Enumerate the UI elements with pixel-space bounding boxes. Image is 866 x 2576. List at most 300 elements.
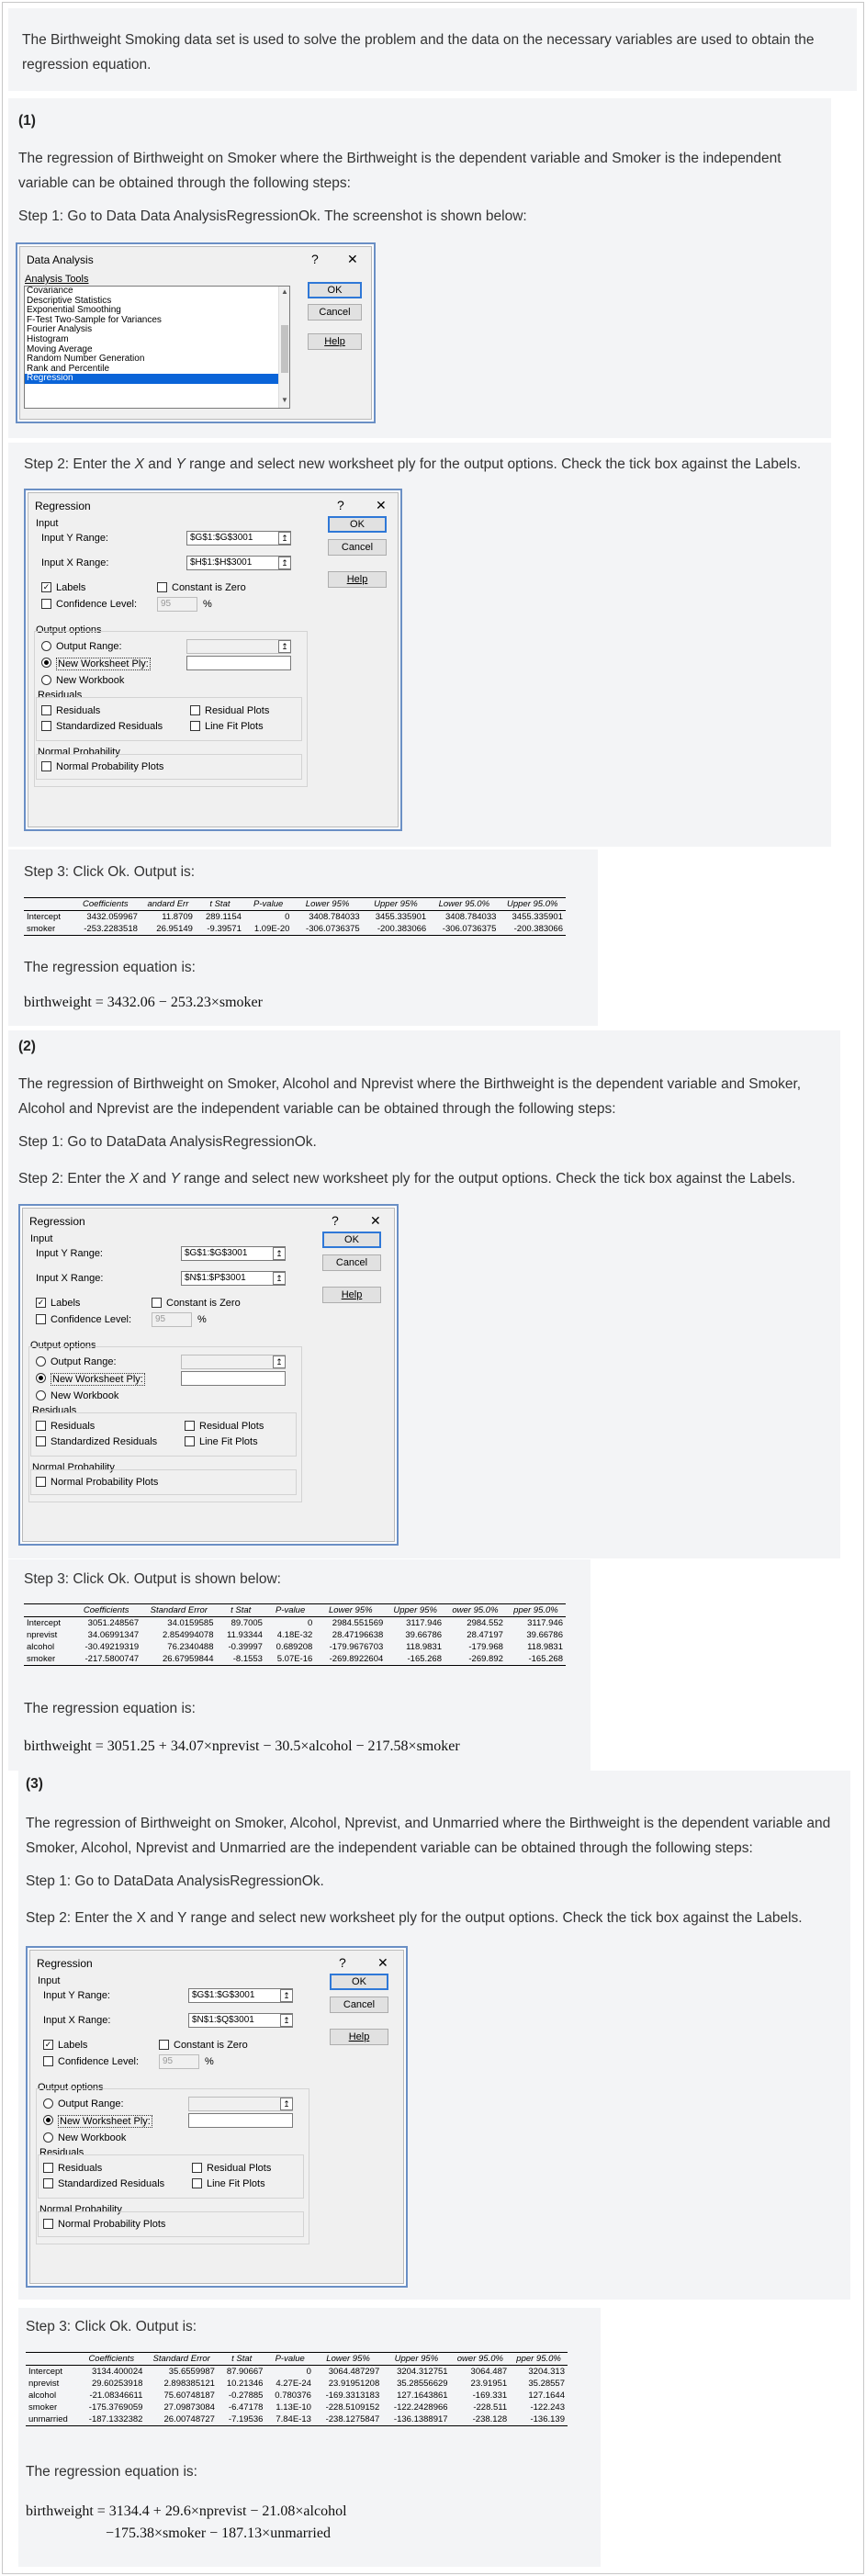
table-cell: -200.383066 [513, 924, 563, 934]
constant-zero-checkbox[interactable] [157, 582, 167, 592]
table-cell: 39.66786 [405, 1630, 443, 1640]
constant-zero-label: Constant is Zero [166, 1298, 241, 1309]
new-worksheet-ply-field[interactable] [181, 1371, 286, 1386]
constant-zero-checkbox[interactable] [152, 1298, 162, 1308]
table-row [24, 1629, 566, 1641]
table-cell: 35.28557 [528, 2379, 565, 2389]
table-cell: -175.3769059 [88, 2402, 143, 2413]
column-header: andard Err [141, 898, 196, 911]
input-x-label: Input X Range: [43, 2015, 111, 2026]
confidence-label: Confidence Level: [51, 1314, 132, 1325]
table-cell: 3117.946 [406, 1618, 443, 1628]
standardized-residuals-checkbox[interactable] [36, 1436, 46, 1446]
table-row [24, 1617, 566, 1630]
residuals-group [36, 697, 302, 741]
part1-equation: birthweight = 3432.06 − 253.23×smoker [24, 995, 263, 1010]
table-cell: 3064.487 [470, 2367, 508, 2377]
table-cell: 26.95149 [156, 924, 193, 934]
table-cell: 89.7005 [231, 1618, 263, 1628]
table-cell: -9.39571 [207, 924, 242, 934]
table-cell: 11.93344 [227, 1630, 263, 1640]
normal-probability-plots-checkbox[interactable] [41, 761, 51, 771]
confidence-level-field[interactable]: 95 [159, 2054, 199, 2069]
input-x-range-field[interactable]: $N$1:$Q$3001 [188, 2013, 293, 2028]
output-range-label: Output Range: [51, 1356, 117, 1367]
table-cell: 3432.059967 [86, 912, 138, 922]
line-fit-plots-checkbox[interactable] [185, 1436, 195, 1446]
output-range-radio[interactable] [43, 2098, 53, 2109]
table-cell: -21.08346611 [89, 2390, 143, 2401]
table-cell: -238.128 [472, 2414, 508, 2424]
normal-probability-group-label: Normal Probability [32, 1462, 115, 1473]
row-label: Intercept [28, 2367, 62, 2377]
input-y-label: Input Y Range: [43, 1990, 110, 2001]
column-header: Coefficients [71, 898, 141, 911]
input-x-range-field[interactable]: $H$1:$H$3001 [186, 556, 291, 570]
cancel-button[interactable]: Cancel [328, 539, 387, 556]
output-range-field[interactable] [181, 1355, 286, 1369]
row-label: Intercept [27, 912, 61, 922]
part1-eq-intro: The regression equation is: [24, 960, 196, 975]
line-fit-plots-checkbox[interactable] [190, 721, 200, 731]
column-header: Upper 95% [382, 2353, 450, 2366]
new-worksheet-ply-label: New Worksheet Ply: [52, 1374, 143, 1385]
cancel-button[interactable]: Cancel [330, 1997, 388, 2013]
table-cell: -165.268 [407, 1654, 443, 1664]
table-header-row [26, 2353, 568, 2366]
input-y-range-field[interactable]: $G$1:$G$3001 [188, 1988, 293, 2003]
column-header: ower 95.0% [451, 2353, 511, 2366]
confidence-checkbox[interactable] [43, 2056, 53, 2066]
scroll-down-icon[interactable]: ▼ [281, 396, 288, 404]
input-x-label: Input X Range: [36, 1273, 104, 1284]
table-cell: -7.19536 [228, 2414, 264, 2424]
table-cell: 3408.784033 [444, 912, 497, 922]
help-button[interactable]: Help [322, 1287, 381, 1303]
intro-text: The Birthweight Smoking data set is used to solve the problem and the data on the necessary variables are used to obtain the regression equation. [22, 32, 815, 73]
table-cell: 2.898385121 [163, 2379, 215, 2389]
table-cell: 27.09873084 [163, 2402, 215, 2413]
table-cell: 0.780376 [275, 2390, 311, 2401]
column-header: pper 95.0% [506, 1604, 566, 1617]
part3-step2: Step 2: Enter the X and Y range and select new worksheet ply for the output options. Check the tick box against the Labels. [26, 1910, 803, 1926]
confidence-label: Confidence Level: [58, 2056, 140, 2067]
table-cell: -122.243 [530, 2402, 565, 2413]
column-header: t Stat [196, 898, 244, 911]
part2-step1: Step 1: Go to DataData AnalysisRegressionOk. [18, 1134, 317, 1150]
table-row [24, 911, 566, 924]
analysis-tool-item[interactable]: Covariance [27, 286, 73, 296]
dialog-title: Regression [35, 500, 91, 512]
collapse-dialog-icon[interactable]: ↥ [278, 532, 291, 545]
table-cell: 75.60748187 [163, 2390, 215, 2401]
table-cell: -179.968 [468, 1642, 503, 1652]
part2-eq-intro: The regression equation is: [24, 1701, 196, 1716]
analysis-tool-item[interactable]: Moving Average [27, 343, 93, 354]
dialog-title: Regression [37, 1957, 93, 1970]
table-cell: 3134.400024 [91, 2367, 143, 2377]
normal-probability-plots-checkbox[interactable] [36, 1477, 46, 1487]
line-fit-plots-label: Line Fit Plots [199, 1436, 258, 1447]
table-cell: -238.1275847 [325, 2414, 380, 2424]
table-cell: -122.2428966 [393, 2402, 448, 2413]
output-range-radio[interactable] [41, 641, 51, 651]
table-row [26, 2413, 568, 2426]
input-y-range-field[interactable]: $G$1:$G$3001 [186, 531, 291, 546]
collapse-dialog-icon[interactable]: ↥ [273, 1247, 286, 1260]
table-cell: 29.60253918 [91, 2379, 143, 2389]
table-cell: 3455.335901 [375, 912, 427, 922]
ok-button[interactable]: OK [330, 1974, 388, 1990]
column-header [24, 1604, 71, 1617]
residuals-checkbox[interactable] [43, 2163, 53, 2173]
residuals-checkbox[interactable] [41, 705, 51, 715]
column-header: Coefficients [71, 1604, 141, 1617]
table-cell: 3455.335901 [512, 912, 563, 922]
analysis-tools-label: Analysis Tools [25, 274, 89, 285]
table-cell: 2.854994078 [163, 1630, 214, 1640]
table-cell: -228.511 [473, 2402, 508, 2413]
dialog-title: Data Analysis [27, 253, 94, 266]
help-button[interactable]: Help [330, 2029, 388, 2045]
residuals-group-label: Residuals [32, 1405, 77, 1416]
analysis-tool-item[interactable]: Histogram [27, 333, 69, 344]
table-cell: -169.331 [472, 2390, 508, 2401]
table-cell: 28.47196638 [332, 1630, 384, 1640]
input-group-label: Input [38, 1975, 61, 1986]
collapse-dialog-icon[interactable]: ↥ [280, 2098, 293, 2110]
output-range-radio[interactable] [36, 1356, 46, 1367]
new-workbook-label: New Workbook [51, 1390, 119, 1401]
cancel-button[interactable]: Cancel [308, 304, 362, 321]
table-cell: -169.3313183 [325, 2390, 380, 2401]
table-cell: 0.689208 [276, 1642, 313, 1652]
part1-step3: Step 3: Click Ok. Output is: [24, 864, 196, 880]
new-worksheet-ply-radio[interactable] [43, 2115, 53, 2125]
part2-step2: Step 2: Enter the X and Y range and select new worksheet ply for the output options. Check the tick box against the Labels. [18, 1171, 796, 1187]
table-cell: 11.8709 [162, 912, 193, 922]
ok-button[interactable]: OK [328, 516, 387, 533]
part3-equation-line1: birthweight = 3134.4 + 29.6×nprevist − 21.08×alcohol [26, 2503, 347, 2519]
table-cell: 23.91951208 [328, 2379, 380, 2389]
table-cell: -269.8922604 [329, 1654, 384, 1664]
residual-plots-checkbox[interactable] [185, 1421, 195, 1431]
row-label: smoker [27, 924, 56, 934]
table-cell: 76.2340488 [167, 1642, 214, 1652]
help-question-icon[interactable]: ? [339, 1955, 346, 1970]
normal-probability-plots-label: Normal Probability Plots [58, 2219, 166, 2230]
normal-probability-plots-label: Normal Probability Plots [56, 761, 164, 772]
table-cell: 127.1643861 [397, 2390, 448, 2401]
column-header: Lower 95% [292, 898, 362, 911]
table-cell: -136.139 [530, 2414, 565, 2424]
part2-label: (2) [18, 1039, 36, 1054]
table-cell: -0.39997 [228, 1642, 263, 1652]
confidence-checkbox[interactable] [41, 599, 51, 609]
part3-eq-intro: The regression equation is: [26, 2464, 197, 2480]
column-header: Coefficients [77, 2353, 145, 2366]
table-cell: 26.00748727 [163, 2414, 215, 2424]
labels-label: Labels [51, 1298, 81, 1309]
confidence-level-field[interactable]: 95 [152, 1312, 192, 1327]
ok-button[interactable]: OK [322, 1232, 381, 1248]
confidence-label: Confidence Level: [56, 599, 138, 610]
new-workbook-radio[interactable] [43, 2132, 53, 2143]
column-header: pper 95.0% [510, 2353, 568, 2366]
percent-label: % [205, 2056, 214, 2067]
table-row [24, 1653, 566, 1666]
table-cell: 1.13E-10 [276, 2402, 311, 2413]
column-header: P-value [265, 1604, 315, 1617]
normal-probability-plots-checkbox[interactable] [43, 2219, 53, 2229]
new-workbook-label: New Workbook [56, 675, 125, 686]
residuals-checkbox[interactable] [36, 1421, 46, 1431]
analysis-tool-item[interactable]: Rank and Percentile [27, 363, 110, 374]
confidence-checkbox[interactable] [36, 1314, 46, 1324]
analysis-tool-item[interactable]: Descriptive Statistics [27, 295, 112, 306]
collapse-dialog-icon[interactable]: ↥ [278, 640, 291, 653]
ok-button[interactable]: OK [308, 282, 362, 298]
residual-plots-label: Residual Plots [207, 2163, 272, 2174]
output-range-field[interactable] [186, 639, 291, 654]
part2-output-table [24, 1603, 566, 1666]
table-cell: 0 [308, 1618, 313, 1628]
standardized-residuals-label: Standardized Residuals [58, 2178, 165, 2189]
close-icon[interactable]: ✕ [347, 252, 358, 266]
constant-zero-label: Constant is Zero [174, 2040, 248, 2051]
residual-plots-checkbox[interactable] [190, 705, 200, 715]
output-options-label: Output options [36, 624, 102, 636]
table-cell: 3408.784033 [309, 912, 360, 922]
residuals-group [38, 2154, 304, 2199]
table-cell: 4.18E-32 [276, 1630, 313, 1640]
table-cell: 289.1154 [205, 912, 242, 922]
labels-checkbox[interactable]: ✓ [37, 1298, 45, 1307]
column-header: Standard Error [141, 1604, 216, 1617]
scroll-up-icon[interactable]: ▲ [281, 287, 288, 296]
part1-step2: Step 2: Enter the X and Y range and select new worksheet ply for the output options. Check the tick box against the Labels. [24, 456, 802, 472]
scroll-thumb[interactable] [281, 325, 288, 373]
analysis-tool-item[interactable]: Exponential Smoothing [27, 305, 121, 316]
part1-output-table [24, 897, 566, 936]
table-cell: 10.21346 [226, 2379, 264, 2389]
table-cell: -6.47178 [228, 2402, 264, 2413]
table-header-row [24, 1604, 566, 1617]
new-worksheet-ply-field[interactable] [188, 2113, 293, 2128]
close-icon[interactable]: ✕ [377, 1955, 388, 1970]
table-row [24, 923, 566, 936]
line-fit-plots-label: Line Fit Plots [205, 721, 264, 732]
analysis-tool-item[interactable]: Fourier Analysis [27, 324, 93, 335]
table-cell: 4.27E-24 [276, 2379, 311, 2389]
table-cell: 0 [285, 912, 290, 922]
analysis-tool-item[interactable]: Regression [25, 374, 289, 384]
confidence-level-field[interactable]: 95 [157, 597, 197, 612]
table-cell: 3117.946 [527, 1618, 563, 1628]
analysis-tools-list[interactable] [24, 286, 290, 409]
dialog-title: Regression [29, 1215, 85, 1228]
collapse-dialog-icon[interactable]: ↥ [273, 1355, 286, 1368]
new-workbook-label: New Workbook [58, 2132, 127, 2143]
table-cell: 1.09E-20 [253, 924, 290, 934]
part1-description: The regression of Birthweight on Smoker where the Birthweight is the dependent variable and Smoker is the independent variable can be obtained through the following steps: [18, 151, 782, 191]
table-cell: -30.49219319 [84, 1642, 140, 1652]
row-label: smoker [28, 2402, 58, 2413]
input-group-label: Input [30, 1233, 53, 1244]
table-cell: -269.892 [468, 1654, 503, 1664]
part3-step1: Step 1: Go to DataData AnalysisRegressionOk. [26, 1873, 324, 1889]
percent-label: % [203, 599, 212, 610]
new-worksheet-ply-label: New Worksheet Ply: [60, 2116, 151, 2127]
tools-scrollbar[interactable] [278, 287, 290, 408]
column-header: Lower 95% [315, 1604, 386, 1617]
help-button[interactable]: Help [328, 571, 387, 588]
input-y-label: Input Y Range: [36, 1248, 103, 1259]
help-question-icon[interactable]: ? [337, 498, 344, 512]
input-x-label: Input X Range: [41, 557, 109, 568]
regression-dialog-1 [24, 489, 402, 831]
column-header: Upper 95% [386, 1604, 444, 1617]
normal-probability-group-label: Normal Probability [38, 747, 120, 758]
row-label: nprevist [28, 2379, 60, 2389]
table-cell: -187.1332382 [88, 2414, 143, 2424]
standardized-residuals-label: Standardized Residuals [56, 721, 163, 732]
part3-output-table [26, 2352, 568, 2426]
table-cell: 3064.487297 [328, 2367, 380, 2377]
input-y-label: Input Y Range: [41, 533, 108, 544]
table-cell: 2984.552 [467, 1618, 503, 1628]
part3-equation-line2: −175.38×smoker − 187.13×unmarried [106, 2525, 331, 2541]
new-worksheet-ply-radio[interactable] [36, 1373, 46, 1383]
table-cell: 118.9831 [406, 1642, 443, 1652]
part3-step3: Step 3: Click Ok. Output is: [26, 2319, 197, 2334]
row-label: unmarried [28, 2414, 68, 2424]
labels-checkbox[interactable]: ✓ [42, 582, 51, 591]
labels-label: Labels [58, 2040, 88, 2051]
regression-dialog-3 [26, 1946, 408, 2288]
row-label: alcohol [28, 2390, 57, 2401]
part3-label: (3) [26, 1776, 43, 1792]
residuals-group [30, 1412, 297, 1457]
part1-step1: Step 1: Go to Data Data AnalysisRegressionOk. The screenshot is shown below: [18, 208, 527, 224]
table-cell: -179.9676703 [329, 1642, 384, 1652]
table-cell: 34.0159585 [167, 1618, 214, 1628]
part2-description: The regression of Birthweight on Smoker, Alcohol and Nprevist where the Birthweight is the dependent variable and Smoker, Alcohol and Nprevist are the independent variable can be obtained through the following steps: [18, 1076, 802, 1117]
column-header: P-value [244, 898, 293, 911]
new-workbook-radio[interactable] [36, 1390, 46, 1400]
close-icon[interactable]: ✕ [370, 1213, 381, 1228]
new-workbook-radio[interactable] [41, 675, 51, 685]
table-cell: 0 [306, 2367, 311, 2377]
table-cell: -136.1388917 [393, 2414, 448, 2424]
residual-plots-label: Residual Plots [205, 705, 270, 716]
row-label: alcohol [27, 1642, 55, 1652]
new-worksheet-ply-radio[interactable] [41, 658, 51, 668]
table-cell: 87.90667 [226, 2367, 264, 2377]
analysis-tool-item[interactable]: Random Number Generation [27, 354, 145, 365]
table-cell: -306.0736375 [442, 924, 497, 934]
input-y-range-field[interactable]: $G$1:$G$3001 [181, 1246, 286, 1261]
table-row [26, 2402, 568, 2413]
collapse-dialog-icon[interactable]: ↥ [280, 2014, 293, 2027]
line-fit-plots-checkbox[interactable] [192, 2178, 202, 2188]
output-range-field[interactable] [188, 2097, 293, 2111]
residuals-group-label: Residuals [39, 2147, 84, 2158]
table-row [26, 2366, 568, 2379]
table-cell: -228.5109152 [325, 2402, 380, 2413]
constant-zero-label: Constant is Zero [172, 582, 246, 593]
input-x-range-field[interactable]: $N$1:$P$3001 [181, 1271, 286, 1286]
output-range-label: Output Range: [58, 2098, 124, 2109]
column-header: t Stat [216, 1604, 264, 1617]
collapse-dialog-icon[interactable]: ↥ [273, 1272, 286, 1285]
residuals-label: Residuals [56, 705, 101, 716]
column-header: Upper 95.0% [499, 898, 566, 911]
row-label: nprevist [27, 1630, 58, 1640]
normal-probability-plots-label: Normal Probability Plots [51, 1477, 159, 1488]
constant-zero-checkbox[interactable] [159, 2040, 169, 2050]
table-cell: 3204.312751 [397, 2367, 448, 2377]
analysis-tool-item[interactable]: F-Test Two-Sample for Variances [27, 314, 162, 325]
column-header: t Stat [218, 2353, 265, 2366]
column-header [26, 2353, 77, 2366]
standardized-residuals-checkbox[interactable] [43, 2178, 53, 2188]
collapse-dialog-icon[interactable]: ↥ [280, 1989, 293, 2002]
column-header: ower 95.0% [444, 1604, 506, 1617]
percent-label: % [197, 1314, 207, 1325]
regression-dialog-2 [18, 1204, 399, 1546]
table-cell: -306.0736375 [306, 924, 360, 934]
column-header: Upper 95% [363, 898, 430, 911]
part2-equation: birthweight = 3051.25 + 34.07×nprevist − 30.5×alcohol − 217.58×smoker [24, 1738, 460, 1754]
help-button[interactable]: Help [308, 333, 362, 350]
table-cell: -217.5800747 [84, 1654, 140, 1664]
labels-checkbox[interactable]: ✓ [44, 2040, 52, 2049]
part3-description: The regression of Birthweight on Smoker, Alcohol, Nprevist, and Unmarried where the Birthweight is the dependent variable and Smoker, Alcohol, Nprevist and Unmarried are the independent variable can be obtained through the following steps: [26, 1816, 831, 1856]
table-row [26, 2378, 568, 2390]
table-row [26, 2390, 568, 2402]
table-cell: -0.27885 [228, 2390, 264, 2401]
table-cell: 35.6559987 [168, 2367, 215, 2377]
help-question-icon[interactable]: ? [311, 252, 319, 266]
table-cell: 127.1644 [528, 2390, 565, 2401]
table-cell: 2984.551569 [332, 1618, 384, 1628]
column-header [24, 898, 71, 911]
column-header: Lower 95.0% [429, 898, 499, 911]
table-cell: -253.2283518 [84, 924, 138, 934]
table-cell: 35.28556629 [397, 2379, 448, 2389]
output-options-label: Output options [38, 2082, 104, 2093]
column-header: Standard Error [145, 2353, 218, 2366]
residual-plots-label: Residual Plots [199, 1421, 264, 1432]
table-cell: 3204.313 [528, 2367, 565, 2377]
cancel-button[interactable]: Cancel [322, 1254, 381, 1271]
help-question-icon[interactable]: ? [332, 1213, 339, 1228]
input-group-label: Input [36, 518, 59, 529]
part2-step3: Step 3: Click Ok. Output is shown below: [24, 1571, 281, 1587]
table-cell: 39.66786 [526, 1630, 563, 1640]
normal-probability-group-label: Normal Probability [39, 2204, 122, 2215]
standardized-residuals-checkbox[interactable] [41, 721, 51, 731]
close-icon[interactable]: ✕ [376, 498, 387, 512]
new-worksheet-ply-field[interactable] [186, 656, 291, 670]
residuals-group-label: Residuals [38, 690, 83, 701]
table-cell: -200.383066 [377, 924, 427, 934]
collapse-dialog-icon[interactable]: ↥ [278, 557, 291, 569]
table-cell: -165.268 [528, 1654, 563, 1664]
output-options-label: Output options [30, 1340, 96, 1351]
residual-plots-checkbox[interactable] [192, 2163, 202, 2173]
